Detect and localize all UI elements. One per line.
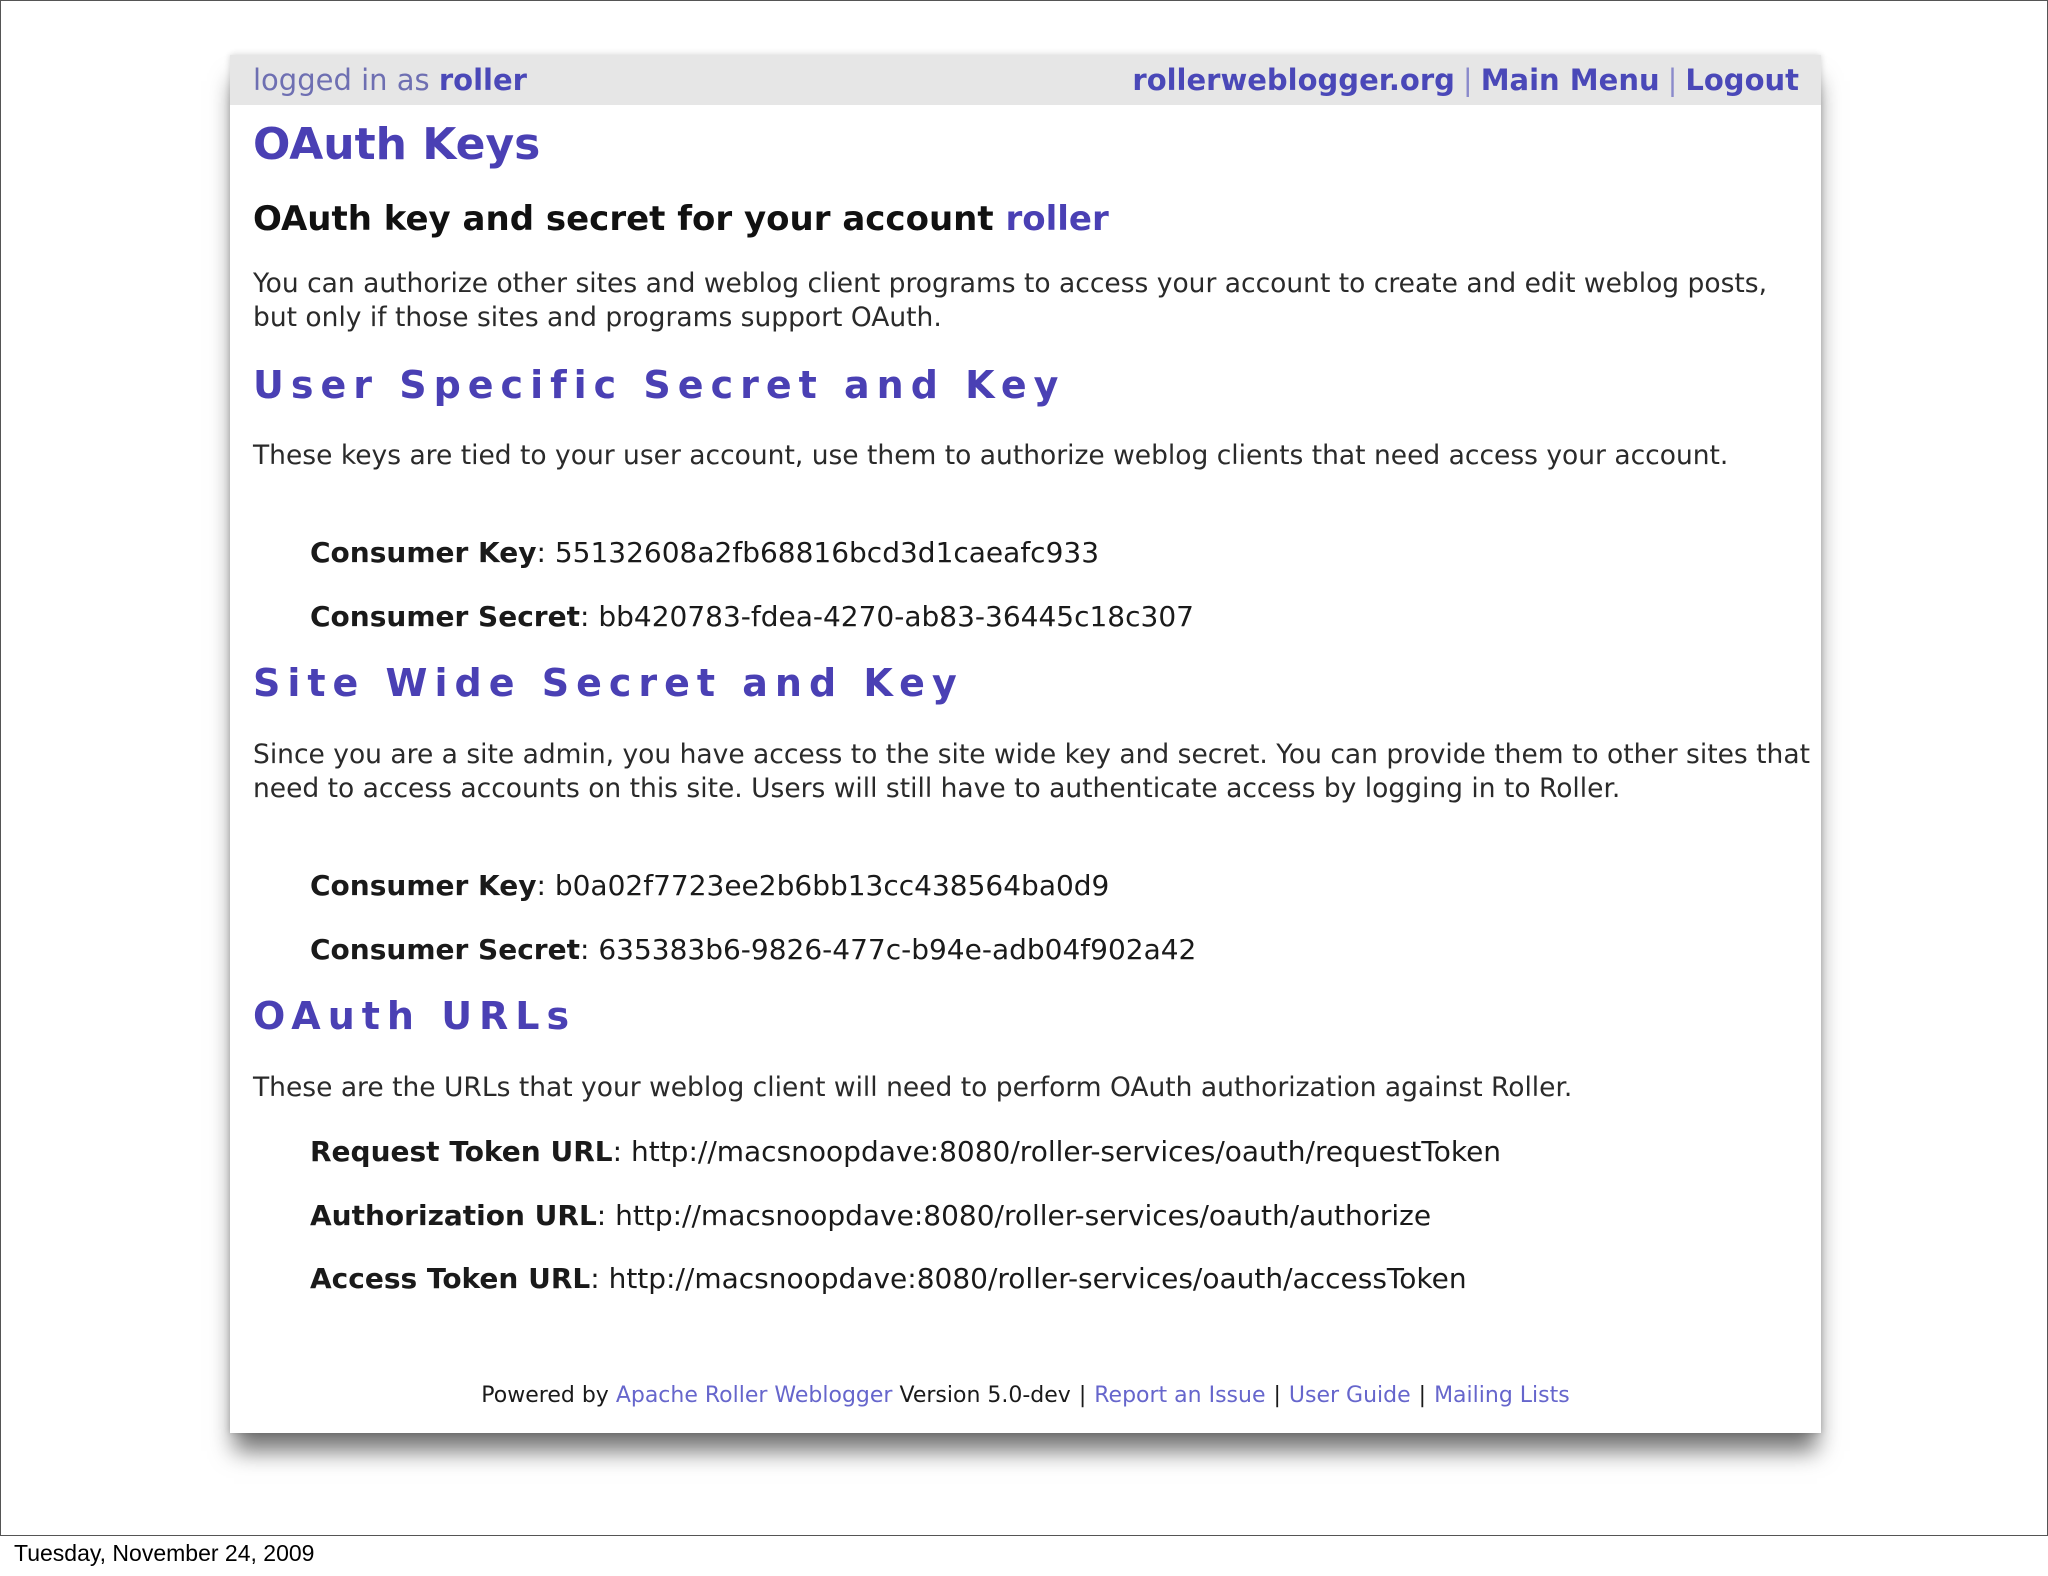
urls-section-description: These are the URLs that your weblog client will need to perform OAuth authorization against Roller. [253, 1072, 1573, 1103]
site-consumer-key-row: Consumer Key: b0a02f7723ee2b6bb13cc438564ba0d9 [310, 869, 1110, 902]
access-token-url: http://macsnoopdave:8080/roller-services/oauth/accessToken [608, 1262, 1467, 1295]
nav-separator: | [1667, 63, 1678, 97]
user-consumer-secret-label: Consumer Secret [310, 600, 580, 633]
page-subtitle [253, 199, 1109, 239]
site-link[interactable]: rollerweblogger.org [1132, 63, 1455, 97]
user-section-description: These keys are tied to your user account, use them to authorize weblog clients that need access your account. [253, 440, 1729, 471]
authorization-label: Authorization URL [310, 1199, 597, 1232]
logged-in-prefix: logged in as [253, 63, 430, 97]
site-consumer-secret-value: 635383b6-9826-477c-b94e-adb04f902a42 [598, 933, 1197, 966]
user-consumer-secret-value: bb420783-fdea-4270-ab83-36445c18c307 [598, 600, 1194, 633]
site-consumer-key-label: Consumer Key [310, 869, 537, 902]
user-consumer-key-row: Consumer Key: 55132608a2fb68816bcd3d1caeafc933 [310, 536, 1100, 569]
top-nav [1132, 63, 1799, 97]
footer-separator: | [1078, 1383, 1087, 1408]
site-section-heading: Site Wide Secret and Key [253, 661, 964, 705]
request-token-label: Request Token URL [310, 1135, 613, 1168]
logged-in-username: roller [438, 63, 527, 97]
site-consumer-key-value: b0a02f7723ee2b6bb13cc438564ba0d9 [554, 869, 1110, 902]
mailing-lists-link[interactable]: Mailing Lists [1434, 1383, 1570, 1408]
site-section-description: Since you are a site admin, you have access to the site wide key and secret. You can provide them to other sites that need to access accounts on this site. Users will still have to authenticate access by logging in to Roller. [253, 739, 1810, 804]
powered-by-text: Powered by [481, 1383, 609, 1408]
subtitle-prefix: OAuth key and secret for your account [253, 199, 994, 239]
site-consumer-secret-row: Consumer Secret: 635383b6-9826-477c-b94e-adb04f902a42 [310, 933, 1197, 966]
user-guide-link[interactable]: User Guide [1288, 1383, 1411, 1408]
page-footer [230, 1383, 1821, 1408]
report-issue-link[interactable]: Report an Issue [1094, 1383, 1266, 1408]
footer-separator: | [1418, 1383, 1427, 1408]
authorization-row: Authorization URL: http://macsnoopdave:8080/roller-services/oauth/authorize [310, 1199, 1432, 1232]
login-status [253, 63, 527, 97]
access-token-row: Access Token URL: http://macsnoopdave:8080/roller-services/oauth/accessToken [310, 1262, 1467, 1295]
authorization-url: http://macsnoopdave:8080/roller-services/oauth/authorize [615, 1199, 1432, 1232]
urls-section-heading: OAuth URLs [253, 994, 577, 1038]
version-text: Version 5.0-dev [899, 1383, 1071, 1408]
intro-text: You can authorize other sites and weblog client programs to access your account to create and edit weblog posts, but only if those sites and programs support OAuth. [253, 268, 1768, 333]
browser-page [230, 55, 1821, 1433]
request-token-url: http://macsnoopdave:8080/roller-services/oauth/requestToken [630, 1135, 1502, 1168]
main-menu-link[interactable]: Main Menu [1480, 63, 1660, 97]
nav-separator: | [1462, 63, 1473, 97]
user-consumer-secret-row: Consumer Secret: bb420783-fdea-4270-ab83-36445c18c307 [310, 600, 1194, 633]
site-consumer-secret-label: Consumer Secret [310, 933, 580, 966]
access-token-label: Access Token URL [310, 1262, 591, 1295]
subtitle-username: roller [1005, 199, 1109, 239]
slide-date: Tuesday, November 24, 2009 [14, 1540, 315, 1566]
footer-separator: | [1273, 1383, 1281, 1408]
logout-link[interactable]: Logout [1685, 63, 1799, 97]
top-bar [230, 55, 1821, 105]
request-token-row: Request Token URL: http://macsnoopdave:8080/roller-services/oauth/requestToken [310, 1135, 1502, 1168]
page-title: OAuth Keys [253, 119, 541, 170]
user-consumer-key-label: Consumer Key [310, 536, 537, 569]
apache-roller-link[interactable]: Apache Roller Weblogger [615, 1383, 893, 1408]
user-section-heading: User Specific Secret and Key [253, 363, 1066, 407]
user-consumer-key-value: 55132608a2fb68816bcd3d1caeafc933 [554, 536, 1100, 569]
